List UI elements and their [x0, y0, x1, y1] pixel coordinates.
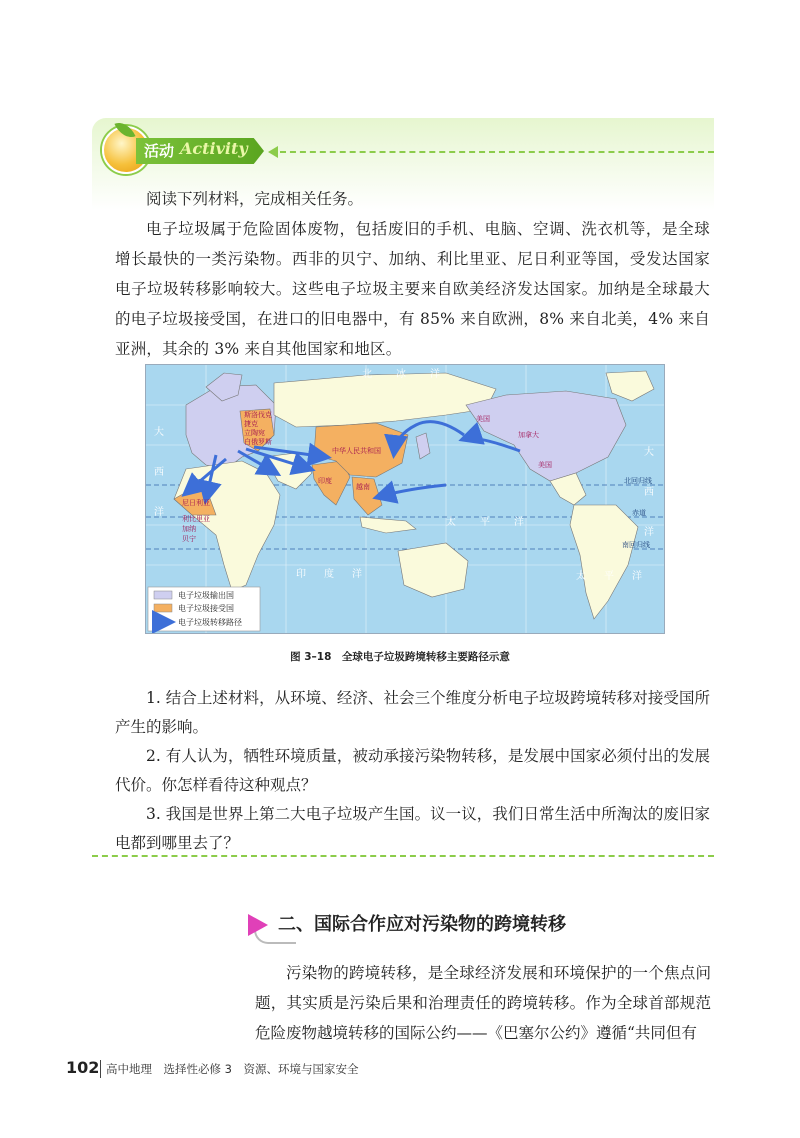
label-belarus: 白俄罗斯	[244, 438, 272, 446]
ribbon-arrow-icon	[268, 146, 278, 158]
label-usa-alaska: 美国	[476, 415, 490, 423]
ocean-indian-3: 洋	[352, 569, 362, 580]
body-paragraph: 电子垃圾属于危险固体废物，包括废旧的手机、电脑、空调、洗衣机等，是全球增长最快的一类污染物。西非的贝宁、加纳、利比里亚、尼日利亚等国，受发达国家电子垃圾转移影响较大。这些电子垃圾主要来自欧美经济发达国家。加纳是全球最大的电子垃圾接受国，在进口的旧电器中，有 85% 来自欧洲，8% 来自北美，4% 来自亚洲，其余的 3% 来自其他国家和地区。	[115, 220, 710, 358]
ocean-atlantic-1: 大	[154, 427, 164, 438]
label-china: 中华人民共和国	[332, 447, 381, 455]
ocean-pacific-1: 太	[446, 517, 456, 528]
map-svg	[146, 365, 664, 633]
e-waste-map	[145, 364, 665, 634]
ocean-arctic-3: 洋	[430, 369, 440, 380]
label-ghana: 加纳	[182, 525, 196, 533]
book-title: 高中地理 选择性必修 3 资源、环境与国家安全	[106, 1062, 359, 1076]
label-benin: 贝宁	[182, 535, 196, 543]
label-tropic-cancer: 北回归线	[624, 477, 652, 485]
ocean-right-1: 太	[576, 571, 586, 582]
label-canada: 加拿大	[518, 431, 539, 439]
ocean-pacific-2: 平	[480, 517, 490, 528]
ocean-arctic-1: 北	[362, 369, 372, 380]
label-vietnam: 越南	[356, 483, 370, 491]
ocean-indian-1: 印	[296, 569, 306, 580]
heading-triangle-icon	[248, 914, 268, 936]
ocean-atlantic-3: 洋	[154, 507, 164, 518]
figure-caption: 图 3–18 全球电子垃圾跨境转移主要路径示意	[290, 651, 510, 663]
label-lithuania: 立陶宛	[244, 429, 265, 437]
intro-text: 阅读下列材料，完成相关任务。	[146, 190, 364, 208]
label-tropic-capricorn: 南回归线	[622, 541, 650, 549]
legend-export-swatch	[154, 591, 172, 599]
question-2: 2. 有人认为，牺牲环境质量，被动承接污染物转移，是发展中国家必须付出的发展代价。你怎样看待这种观点？	[115, 747, 710, 794]
question-1: 1. 结合上述材料，从环境、经济、社会三个维度分析电子垃圾跨境转移对接受国所产生的影响。	[115, 689, 710, 736]
activity-header	[92, 118, 714, 178]
label-equator: 赤道	[632, 509, 646, 517]
question-3: 3. 我国是世界上第二大电子垃圾产生国。议一议，我们日常生活中所淘汰的废旧家电都到哪里去了？	[115, 805, 710, 852]
ocean-far-2: 西	[644, 487, 654, 498]
label-nigeria: 尼日利亚	[182, 499, 210, 507]
ocean-indian-2: 度	[324, 569, 334, 580]
section-divider	[92, 855, 714, 857]
legend-export-label: 电子垃圾输出国	[178, 591, 234, 600]
ocean-atlantic-2: 西	[154, 467, 164, 478]
section-title: 二、国际合作应对污染物的跨境转移	[278, 914, 566, 935]
ocean-far-3: 洋	[644, 527, 654, 538]
legend-receive-label: 电子垃圾接受国	[178, 604, 234, 613]
legend-route-label: 电子垃圾转移路径	[178, 618, 242, 627]
question-list	[115, 684, 710, 858]
label-india: 印度	[318, 477, 332, 485]
label-czech: 捷克	[244, 420, 258, 428]
ocean-arctic-2: 冰	[396, 369, 406, 380]
section-heading	[248, 912, 608, 944]
section-paragraph: 污染物的跨境转移，是全球经济发展和环境保护的一个焦点问题，其实质是污染后果和治理责任的跨境转移。作为全球首部规范危险废物越境转移的国际公约——《巴塞尔公约》遵循“共同但有	[255, 964, 711, 1042]
label-slovakia: 斯洛伐克	[244, 411, 272, 419]
legend-receive-swatch	[154, 604, 172, 612]
map-legend	[148, 587, 260, 631]
label-usa: 美国	[538, 461, 552, 469]
activity-dashed-line	[280, 151, 714, 153]
ocean-pacific-3: 洋	[514, 517, 524, 528]
footer-divider	[100, 1060, 101, 1078]
ocean-right-2: 平	[604, 571, 614, 582]
ocean-far-1: 大	[644, 447, 654, 458]
label-liberia: 利比里亚	[182, 515, 210, 523]
activity-title-en: Activity	[180, 139, 248, 158]
ocean-right-3: 洋	[632, 571, 642, 582]
activity-title-cn: 活动	[144, 142, 175, 160]
page-number: 102	[66, 1058, 100, 1077]
